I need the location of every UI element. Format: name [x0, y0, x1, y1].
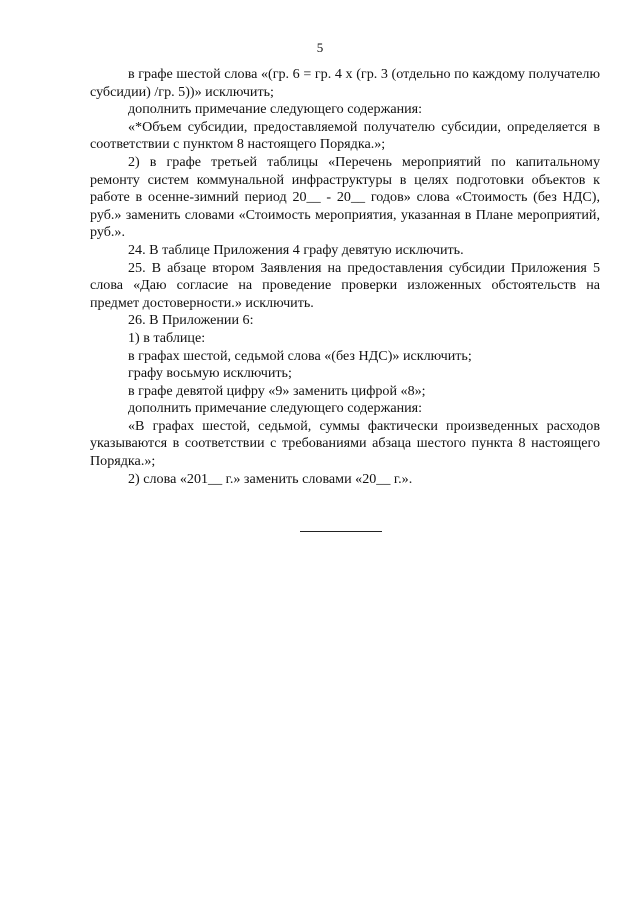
paragraph-column-eight-exclusion: графу восьмую исключить;	[128, 365, 292, 382]
paragraph-item-24: 24. В таблице Приложения 4 графу девятую исключить.	[128, 241, 464, 258]
document-body	[90, 66, 600, 488]
paragraph-add-note-intro-2: дополнить примечание следующего содержания:	[128, 400, 423, 417]
end-divider-line	[300, 531, 382, 532]
paragraph-subsidy-volume-note: «*Объем субсидии, предоставляемой получателю субсидии, определяется в соответствии с пунктом 8 настоящего Порядка.»;	[90, 118, 600, 153]
paragraph-year-replacement: 2) слова «201__ г.» заменить словами «20__ г.».	[128, 470, 413, 487]
paragraph-item-25: 25. В абзаце втором Заявления на предоставления субсидии Приложения 5 слова «Даю согласие на проведение проверки изложенных обстоятельств на предмет достоверности.» исключить.	[90, 259, 600, 311]
page-number: 5	[316, 40, 324, 55]
paragraph-columns-six-seven: в графах шестой, седьмой слова «(без НДС)» исключить;	[128, 347, 472, 364]
paragraph-column-three-replacement: 2) в графе третьей таблицы «Перечень мероприятий по капитальному ремонту систем коммунальной инфраструктуры в целях подготовки объектов к работе в осенне-зимний период 20__ - 20__ годов» слова «Стоимость (без НДС), руб.» заменить словами «Стоимость мероприятия, указанная в Плане мероприятий, руб.».	[90, 153, 600, 241]
paragraph-item-26: 26. В Приложении 6:	[128, 312, 254, 329]
paragraph-expenses-note: «В графах шестой, седьмой, суммы фактически произведенных расходов указываются в соответствии с требованиями абзаца шестого пункта 8 настоящего Порядка.»;	[90, 417, 600, 470]
paragraph-column-six-exclusion: в графе шестой слова «(гр. 6 = гр. 4 х (гр. 3 (отдельно по каждому получателю субсидии) /гр. 5))» исключить;	[90, 66, 600, 100]
paragraph-in-table: 1) в таблице:	[128, 329, 206, 346]
paragraph-column-nine-digit: в графе девятой цифру «9» заменить цифрой «8»;	[128, 382, 426, 399]
paragraph-add-note-intro: дополнить примечание следующего содержания:	[128, 101, 423, 118]
